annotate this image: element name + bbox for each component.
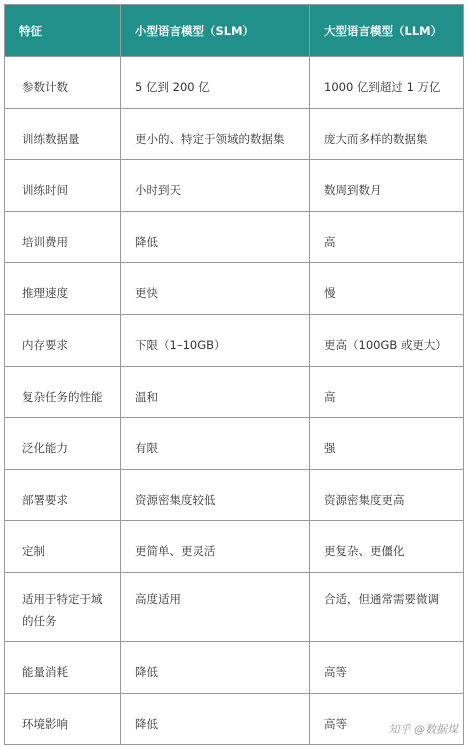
- slm-cell: 高度适用: [121, 572, 310, 641]
- table-row: [5, 469, 464, 521]
- llm-cell: 庞大而多样的数据集: [310, 108, 464, 160]
- llm-cell: 更复杂、更僵化: [310, 521, 464, 573]
- feature-cell: 训练时间: [5, 160, 121, 212]
- llm-cell: 高等: [310, 641, 464, 693]
- llm-cell: 更高（100GB 或更大）: [310, 314, 464, 366]
- llm-cell: 强: [310, 418, 464, 470]
- table-row: [5, 366, 464, 418]
- slm-cell: 更小的、特定于领域的数据集: [121, 108, 310, 160]
- llm-cell: 资源密集度更高: [310, 469, 464, 521]
- feature-cell: 能量消耗: [5, 641, 121, 693]
- feature-cell: 培训费用: [5, 211, 121, 263]
- feature-cell: 环境影响: [5, 693, 121, 745]
- llm-cell: 1000 亿到超过 1 万亿: [310, 57, 464, 109]
- feature-cell: 复杂任务的性能: [5, 366, 121, 418]
- table-row: [5, 263, 464, 315]
- llm-cell: 数周到数月: [310, 160, 464, 212]
- slm-cell: 小时到天: [121, 160, 310, 212]
- table-row: [5, 314, 464, 366]
- slm-cell: 温和: [121, 366, 310, 418]
- slm-cell: 更简单、更灵活: [121, 521, 310, 573]
- slm-cell: 降低: [121, 641, 310, 693]
- slm-cell: 降低: [121, 211, 310, 263]
- slm-cell: 有限: [121, 418, 310, 470]
- comparison-table: [4, 4, 464, 745]
- table-row: [5, 211, 464, 263]
- header-feature: 特征: [5, 5, 121, 57]
- feature-cell: 参数计数: [5, 57, 121, 109]
- llm-cell: 高: [310, 366, 464, 418]
- slm-cell: 更快: [121, 263, 310, 315]
- table-row: [5, 418, 464, 470]
- header-slm: 小型语言模型（SLM）: [121, 5, 310, 57]
- header-llm: 大型语言模型（LLM）: [310, 5, 464, 57]
- feature-cell: 适用于特定于域的任务: [5, 572, 121, 641]
- llm-cell: 慢: [310, 263, 464, 315]
- table-row: [5, 521, 464, 573]
- feature-cell: 定制: [5, 521, 121, 573]
- slm-cell: 降低: [121, 693, 310, 745]
- table-row: [5, 572, 464, 641]
- slm-cell: 下限（1–10GB）: [121, 314, 310, 366]
- llm-cell: 高等: [310, 693, 464, 745]
- llm-cell: 高: [310, 211, 464, 263]
- slm-cell: 5 亿到 200 亿: [121, 57, 310, 109]
- watermark: 知乎 @数据煤: [388, 723, 458, 736]
- table-row: [5, 160, 464, 212]
- feature-cell: 内存要求: [5, 314, 121, 366]
- feature-cell: 部署要求: [5, 469, 121, 521]
- feature-cell: 推理速度: [5, 263, 121, 315]
- table-header-row: [5, 5, 464, 57]
- table-row: [5, 57, 464, 109]
- slm-cell: 资源密集度较低: [121, 469, 310, 521]
- llm-cell: 合适，但通常需要微调: [310, 572, 464, 641]
- table-row: [5, 108, 464, 160]
- table-row: [5, 641, 464, 693]
- feature-cell: 训练数据量: [5, 108, 121, 160]
- feature-cell: 泛化能力: [5, 418, 121, 470]
